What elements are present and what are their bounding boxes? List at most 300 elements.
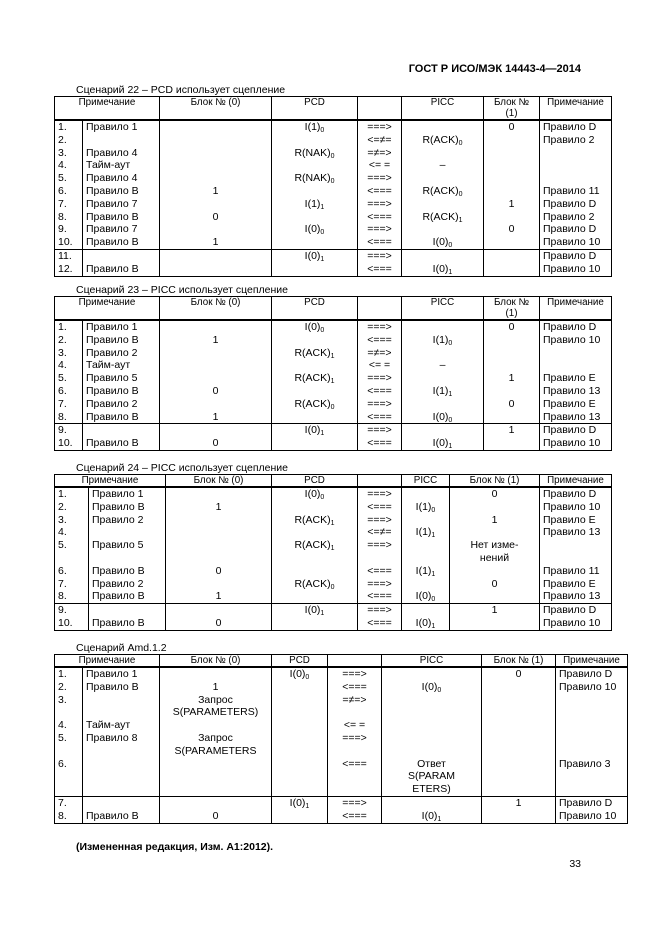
table-row xyxy=(55,411,612,424)
column-header-pcd: PCD xyxy=(272,97,358,121)
row-arrow: ===> xyxy=(358,120,402,134)
table-row xyxy=(55,694,628,720)
row-note2: Правило D xyxy=(540,320,612,334)
row-number: 4. xyxy=(55,359,83,372)
column-header-block1: Блок № (1) xyxy=(482,655,556,668)
row-pcd xyxy=(272,385,358,398)
row-arrow: <=== xyxy=(328,758,382,797)
row-note2: Правило D xyxy=(540,487,612,501)
row-block1: 1 xyxy=(450,514,540,527)
row-pcd xyxy=(272,185,358,198)
row-number: 9. xyxy=(55,424,83,437)
row-block0: Запрос S(PARAMETERS) xyxy=(160,694,272,720)
row-block0: 1 xyxy=(166,501,272,514)
row-pcd xyxy=(272,334,358,347)
row-block1 xyxy=(450,590,540,603)
column-header-arrow xyxy=(328,655,382,668)
row-picc: $I(1)_0$ xyxy=(402,501,450,514)
row-block0 xyxy=(160,372,272,385)
column-header-note: Примечание xyxy=(55,475,166,488)
row-number: 4. xyxy=(55,159,83,172)
row-arrow: ===> xyxy=(328,796,382,809)
row-note xyxy=(83,134,160,147)
row-number: 3. xyxy=(55,694,83,720)
row-arrow: ===> xyxy=(358,198,402,211)
row-note2: Правило E xyxy=(540,372,612,385)
column-header-picc: PICC xyxy=(402,297,484,321)
row-block1 xyxy=(482,694,556,720)
row-picc xyxy=(402,172,484,185)
column-header-note2: Примечание xyxy=(540,475,612,488)
row-block0 xyxy=(160,398,272,411)
column-header-pcd: PCD xyxy=(272,655,328,668)
row-note2: Правило E xyxy=(540,578,612,591)
row-note: Правило 4 xyxy=(83,172,160,185)
row-arrow: =≠=> xyxy=(328,694,382,720)
table-row xyxy=(55,223,612,236)
row-number: 11. xyxy=(55,249,83,262)
row-pcd xyxy=(272,159,358,172)
row-block0: 1 xyxy=(160,411,272,424)
row-pcd xyxy=(272,411,358,424)
table-row xyxy=(55,810,628,823)
row-block0 xyxy=(160,147,272,160)
row-pcd: $R(ACK)_1$ xyxy=(272,347,358,360)
row-block0 xyxy=(160,424,272,437)
row-number: 5. xyxy=(55,732,83,758)
row-note: Правило B xyxy=(89,501,166,514)
row-pcd: $I(1)_0$ xyxy=(272,120,358,134)
table-row xyxy=(55,437,612,450)
row-block0 xyxy=(160,120,272,134)
row-number: 7. xyxy=(55,398,83,411)
row-arrow: =≠=> xyxy=(358,347,402,360)
row-block1 xyxy=(482,732,556,758)
row-block1 xyxy=(450,526,540,539)
row-note2: Правило 2 xyxy=(540,134,612,147)
row-picc: $R(ACK)_0$ xyxy=(402,185,484,198)
row-block0 xyxy=(166,578,272,591)
row-note2 xyxy=(540,159,612,172)
row-note2: Правило 13 xyxy=(540,385,612,398)
row-block0 xyxy=(160,249,272,262)
column-header-note2: Примечание xyxy=(556,655,628,668)
scenario-23-caption: Сценарий 23 – PICC использует сцепление xyxy=(76,284,288,296)
row-picc xyxy=(402,487,450,501)
table-header-row xyxy=(55,475,612,488)
table-row xyxy=(55,147,612,160)
row-block1: 0 xyxy=(484,320,540,334)
document-header: ГОСТ Р ИСО/МЭК 14443-4—2014 xyxy=(408,63,581,75)
row-number: 8. xyxy=(55,411,83,424)
table-row xyxy=(55,732,628,758)
row-arrow: <=== xyxy=(358,437,402,450)
row-picc xyxy=(402,578,450,591)
row-block1 xyxy=(484,236,540,249)
row-note: Правило B xyxy=(83,810,160,823)
row-arrow: <=== xyxy=(358,590,402,603)
row-block0 xyxy=(160,198,272,211)
page-number: 33 xyxy=(569,858,581,870)
row-block1: 0 xyxy=(450,487,540,501)
row-number: 6. xyxy=(55,385,83,398)
row-picc: $R(ACK)_1$ xyxy=(402,211,484,224)
row-picc xyxy=(402,249,484,262)
row-note: Правило B xyxy=(83,437,160,450)
row-block1 xyxy=(484,263,540,276)
row-picc: $I(0)_1$ xyxy=(382,810,482,823)
row-number: 1. xyxy=(55,487,89,501)
row-block0 xyxy=(160,159,272,172)
row-note: Правило 1 xyxy=(83,120,160,134)
row-note: Тайм-аут xyxy=(83,359,160,372)
row-note2: Правило D xyxy=(540,223,612,236)
row-number: 2. xyxy=(55,134,83,147)
row-note2: Правило 10 xyxy=(556,810,628,823)
column-header-note2: Примечание xyxy=(540,97,612,121)
column-header-arrow xyxy=(358,297,402,321)
row-pcd xyxy=(272,565,358,578)
row-block1 xyxy=(484,411,540,424)
row-picc: $R(ACK)_0$ xyxy=(402,134,484,147)
row-arrow: ===> xyxy=(358,398,402,411)
row-arrow: ===> xyxy=(358,514,402,527)
row-pcd: $R(NAK)_0$ xyxy=(272,147,358,160)
row-number: 6. xyxy=(55,758,83,797)
row-pcd xyxy=(272,732,328,758)
row-block1 xyxy=(482,758,556,797)
row-block1: 0 xyxy=(484,223,540,236)
row-note: Правило B xyxy=(89,590,166,603)
row-note: Правило 8 xyxy=(83,732,160,758)
column-header-pcd: PCD xyxy=(272,297,358,321)
row-block1 xyxy=(484,134,540,147)
row-arrow: <= = xyxy=(358,359,402,372)
table-row xyxy=(55,526,612,539)
row-pcd xyxy=(272,236,358,249)
row-note2: Правило D xyxy=(540,424,612,437)
row-note2: Правило 2 xyxy=(540,211,612,224)
row-note2: Правило D xyxy=(540,249,612,262)
row-picc xyxy=(402,398,484,411)
row-note2: Правило 10 xyxy=(540,617,612,630)
row-note: Правило B xyxy=(89,565,166,578)
row-arrow: ===> xyxy=(358,424,402,437)
row-pcd: $I(0)_0$ xyxy=(272,487,358,501)
table-row xyxy=(55,681,628,694)
row-number: 4. xyxy=(55,719,83,732)
column-header-pcd: PCD xyxy=(272,475,358,488)
table-row xyxy=(55,385,612,398)
row-picc: $I(0)_1$ xyxy=(402,437,484,450)
row-arrow: <=== xyxy=(358,211,402,224)
row-picc: Ответ S(PARAM ETERS) xyxy=(382,758,482,797)
row-picc xyxy=(402,372,484,385)
row-block1 xyxy=(484,249,540,262)
row-number: 5. xyxy=(55,539,89,565)
row-number: 4. xyxy=(55,526,89,539)
row-block0 xyxy=(166,526,272,539)
row-block1: 1 xyxy=(450,604,540,617)
row-note: Правило 5 xyxy=(89,539,166,565)
row-note2 xyxy=(556,732,628,758)
row-pcd: $R(ACK)_0$ xyxy=(272,398,358,411)
row-picc xyxy=(402,147,484,160)
table-header-row xyxy=(55,655,628,668)
column-header-block0: Блок № (0) xyxy=(166,475,272,488)
column-header-arrow xyxy=(358,475,402,488)
row-arrow: <=== xyxy=(358,501,402,514)
row-number: 9. xyxy=(55,223,83,236)
row-block1 xyxy=(484,359,540,372)
table-row xyxy=(55,424,612,437)
row-picc xyxy=(402,120,484,134)
row-pcd: $I(0)_1$ xyxy=(272,249,358,262)
row-picc: – xyxy=(402,359,484,372)
row-note2 xyxy=(540,172,612,185)
table-header-row xyxy=(55,297,612,321)
row-pcd xyxy=(272,134,358,147)
row-block0: 1 xyxy=(160,334,272,347)
table-row xyxy=(55,263,612,276)
column-header-block1: Блок № (1) xyxy=(484,297,540,321)
row-block0 xyxy=(166,539,272,565)
row-note2 xyxy=(556,694,628,720)
row-block0 xyxy=(160,796,272,809)
row-number: 2. xyxy=(55,681,83,694)
row-picc: $I(0)_0$ xyxy=(402,411,484,424)
table-row xyxy=(55,249,612,262)
row-note2: Правило 3 xyxy=(556,758,628,797)
row-block1 xyxy=(484,385,540,398)
row-pcd xyxy=(272,437,358,450)
row-note2: Правило E xyxy=(540,514,612,527)
row-number: 9. xyxy=(55,604,89,617)
scenario-23-table xyxy=(54,296,612,451)
column-header-picc: PICC xyxy=(402,97,484,121)
row-number: 3. xyxy=(55,147,83,160)
row-note: Правило 4 xyxy=(83,147,160,160)
row-pcd xyxy=(272,617,358,630)
row-block0 xyxy=(160,320,272,334)
row-number: 2. xyxy=(55,334,83,347)
row-picc xyxy=(402,347,484,360)
row-note2: Правило D xyxy=(540,120,612,134)
row-number: 7. xyxy=(55,578,89,591)
row-note: Правило 2 xyxy=(89,578,166,591)
row-note: Тайм-аут xyxy=(83,159,160,172)
row-note: Правило B xyxy=(83,385,160,398)
table-row xyxy=(55,359,612,372)
table-row xyxy=(55,159,612,172)
row-note xyxy=(89,526,166,539)
column-header-picc: PICC xyxy=(382,655,482,668)
row-picc xyxy=(382,694,482,720)
row-note: Правило B xyxy=(83,185,160,198)
row-note xyxy=(83,424,160,437)
row-arrow: <=== xyxy=(328,810,382,823)
row-number: 10. xyxy=(55,617,89,630)
row-block1 xyxy=(484,172,540,185)
row-number: 6. xyxy=(55,185,83,198)
row-block0: 0 xyxy=(160,211,272,224)
scenario-24-caption: Сценарий 24 – PICC использует сцепление xyxy=(76,462,288,474)
row-note xyxy=(89,604,166,617)
row-block0: 0 xyxy=(166,565,272,578)
row-number: 5. xyxy=(55,372,83,385)
row-number: 3. xyxy=(55,347,83,360)
row-note2 xyxy=(540,347,612,360)
amendment-note: (Измененная редакция, Изм. А1:2012). xyxy=(76,841,274,853)
row-block0 xyxy=(160,719,272,732)
column-header-note: Примечание xyxy=(55,97,160,121)
row-block1: 1 xyxy=(482,796,556,809)
row-picc xyxy=(402,320,484,334)
table-row xyxy=(55,617,612,630)
row-block1 xyxy=(484,334,540,347)
row-arrow: <=== xyxy=(358,411,402,424)
row-block0 xyxy=(160,667,272,681)
row-picc xyxy=(382,719,482,732)
row-block0 xyxy=(160,172,272,185)
row-arrow: ===> xyxy=(328,732,382,758)
row-block1: 1 xyxy=(484,372,540,385)
row-block0: 0 xyxy=(166,617,272,630)
table-row xyxy=(55,719,628,732)
row-pcd: $R(ACK)_1$ xyxy=(272,539,358,565)
row-note2: Правило D xyxy=(556,796,628,809)
row-picc: $I(1)_0$ xyxy=(402,334,484,347)
table-row xyxy=(55,172,612,185)
row-arrow: <=== xyxy=(358,385,402,398)
row-arrow: <=== xyxy=(358,565,402,578)
row-block0 xyxy=(160,758,272,797)
row-block1 xyxy=(484,147,540,160)
row-block0: 0 xyxy=(160,385,272,398)
row-block0: 1 xyxy=(160,185,272,198)
row-block0: 0 xyxy=(160,437,272,450)
row-block1 xyxy=(484,211,540,224)
row-picc xyxy=(402,604,450,617)
row-block1 xyxy=(482,681,556,694)
row-block1: 0 xyxy=(450,578,540,591)
row-block0 xyxy=(166,487,272,501)
row-block0: 1 xyxy=(166,590,272,603)
row-arrow: <=≠= xyxy=(358,134,402,147)
scenario-amd-caption: Сценарий Amd.1.2 xyxy=(76,642,167,654)
row-arrow: <=== xyxy=(358,185,402,198)
table-row xyxy=(55,487,612,501)
row-pcd: $I(0)_1$ xyxy=(272,796,328,809)
row-block1: 0 xyxy=(484,398,540,411)
row-picc xyxy=(402,223,484,236)
row-note2: Правило 13 xyxy=(540,590,612,603)
row-picc: $I(0)_0$ xyxy=(402,590,450,603)
row-number: 1. xyxy=(55,320,83,334)
row-block1: 1 xyxy=(484,424,540,437)
row-note2 xyxy=(540,539,612,565)
row-picc xyxy=(402,539,450,565)
row-note2: Правило 10 xyxy=(556,681,628,694)
row-note: Правило 7 xyxy=(83,198,160,211)
row-note2: Правило 10 xyxy=(540,437,612,450)
row-arrow: <=== xyxy=(358,334,402,347)
row-note: Правило 2 xyxy=(83,347,160,360)
row-picc xyxy=(402,514,450,527)
row-block1 xyxy=(484,185,540,198)
scenario-24-table xyxy=(54,474,612,631)
table-row xyxy=(55,796,628,809)
row-pcd: $I(0)_1$ xyxy=(272,604,358,617)
column-header-block1: Блок № (1) xyxy=(450,475,540,488)
row-block1 xyxy=(450,565,540,578)
row-note2: Правило D xyxy=(540,198,612,211)
row-pcd: $I(0)_1$ xyxy=(272,424,358,437)
row-pcd: $R(NAK)_0$ xyxy=(272,172,358,185)
column-header-picc: PICC xyxy=(402,475,450,488)
row-note: Тайм-аут xyxy=(83,719,160,732)
row-picc: $I(0)_0$ xyxy=(382,681,482,694)
row-arrow: ===> xyxy=(358,223,402,236)
row-block0: Запрос S(PARAMETERS xyxy=(160,732,272,758)
row-block0 xyxy=(160,223,272,236)
row-arrow: ===> xyxy=(358,539,402,565)
table-row xyxy=(55,590,612,603)
row-pcd xyxy=(272,211,358,224)
row-number: 1. xyxy=(55,667,83,681)
row-block1: 0 xyxy=(484,120,540,134)
row-arrow: <=== xyxy=(358,263,402,276)
row-pcd xyxy=(272,501,358,514)
row-arrow: <= = xyxy=(328,719,382,732)
row-picc: $I(1)_1$ xyxy=(402,526,450,539)
row-note: Правило B xyxy=(83,681,160,694)
row-arrow: ===> xyxy=(358,372,402,385)
row-pcd: $I(0)_0$ xyxy=(272,320,358,334)
row-note2: Правило D xyxy=(556,667,628,681)
row-block1 xyxy=(484,437,540,450)
row-pcd xyxy=(272,263,358,276)
table-row xyxy=(55,211,612,224)
row-picc: – xyxy=(402,159,484,172)
row-note xyxy=(83,758,160,797)
column-header-note: Примечание xyxy=(55,297,160,321)
row-picc: $I(0)_1$ xyxy=(402,617,450,630)
row-note2: Правило 10 xyxy=(540,501,612,514)
table-row xyxy=(55,185,612,198)
row-block0: 0 xyxy=(160,810,272,823)
row-pcd: $R(ACK)_1$ xyxy=(272,372,358,385)
row-block0 xyxy=(166,604,272,617)
row-number: 8. xyxy=(55,810,83,823)
row-arrow: <=== xyxy=(358,236,402,249)
row-arrow: <=== xyxy=(358,617,402,630)
table-row xyxy=(55,604,612,617)
row-note: Правило 7 xyxy=(83,223,160,236)
row-note2 xyxy=(540,147,612,160)
row-arrow: <= = xyxy=(358,159,402,172)
table-row xyxy=(55,667,628,681)
row-note: Правило B xyxy=(83,236,160,249)
row-pcd xyxy=(272,526,358,539)
row-block1: 1 xyxy=(484,198,540,211)
row-block0 xyxy=(160,263,272,276)
row-note2: Правило D xyxy=(540,604,612,617)
row-block1 xyxy=(484,159,540,172)
row-arrow: ===> xyxy=(358,487,402,501)
row-pcd xyxy=(272,694,328,720)
row-pcd xyxy=(272,359,358,372)
